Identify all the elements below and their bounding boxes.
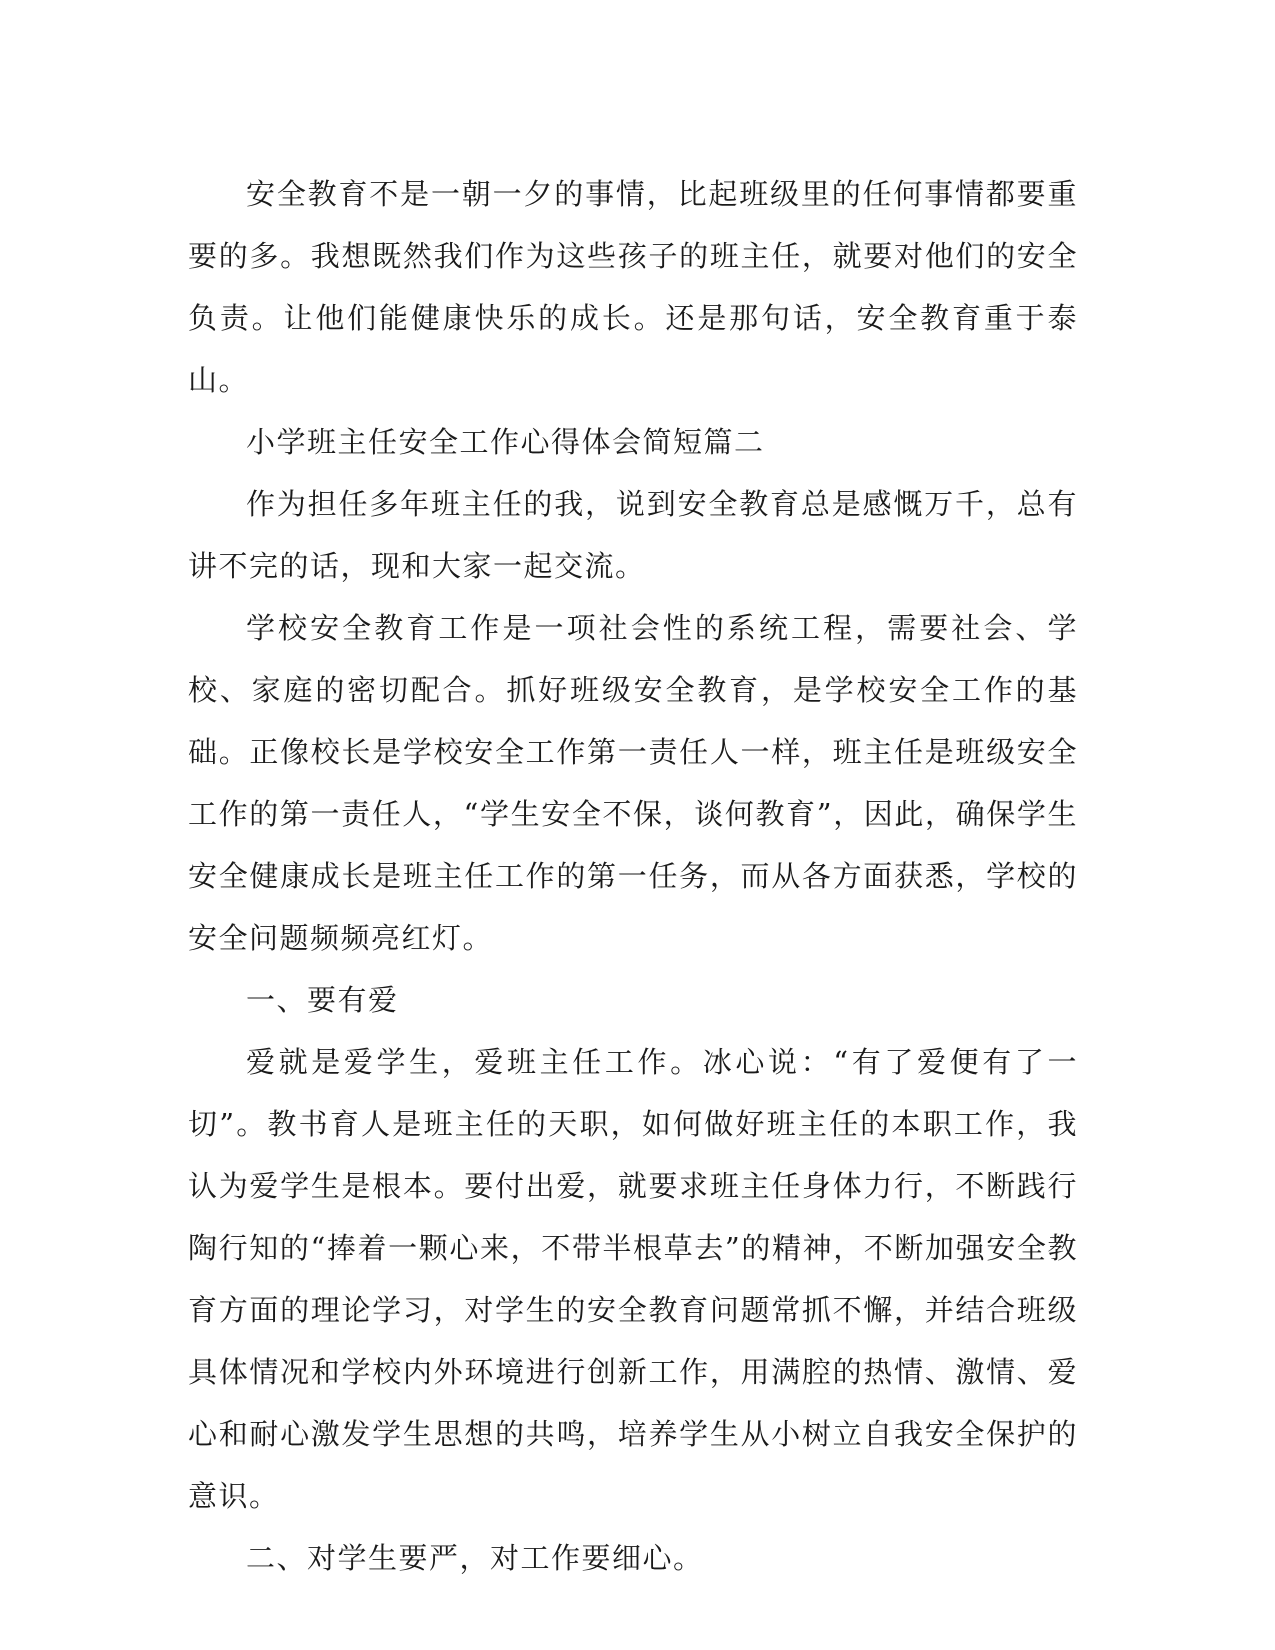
paragraph-love-students: 爱就是爱学生，爱班主任工作。冰心说：“有了爱便有了一切”。教书育人是班主任的天职，如何做好班主任的本职工作，我认为爱学生是根本。要付出爱，就要求班主任身体力行，不断践行陶行知的“捧着一颗心来，不带半根草去”的精神，不断加强安全教育方面的理论学习，对学生的安全教育问题常抓不懈，并结合班级具体情况和学校内外环境进行创新工作，用满腔的热情、激情、爱心和耐心激发学生思想的共鸣，培养学生从小树立自我安全保护的意识。 (188, 1045, 1078, 1513)
paragraph-school-safety-work: 学校安全教育工作是一项社会性的系统工程，需要社会、学校、家庭的密切配合。抓好班级安全教育，是学校安全工作的基础。正像校长是学校安全工作第一责任人一样，班主任是班级安全工作的第一责任人，“学生安全不保，谈何教育”，因此，确保学生安全健康成长是班主任工作的第一任务，而从各方面获悉，学校的安全问题频频亮红灯。 (188, 611, 1078, 955)
section-title-part-two: 小学班主任安全工作心得体会简短篇二 (246, 425, 765, 459)
heading-be-strict-careful: 二、对学生要严，对工作要细心。 (246, 1541, 704, 1575)
heading-have-love: 一、要有爱 (246, 983, 399, 1017)
document-body (188, 163, 1078, 1589)
paragraph-introduction: 作为担任多年班主任的我，说到安全教育总是感慨万千，总有讲不完的话，现和大家一起交流。 (188, 487, 1078, 583)
paragraph-safety-importance: 安全教育不是一朝一夕的事情，比起班级里的任何事情都要重要的多。我想既然我们作为这些孩子的班主任，就要对他们的安全负责。让他们能健康快乐的成长。还是那句话，安全教育重于泰山。 (188, 177, 1078, 397)
